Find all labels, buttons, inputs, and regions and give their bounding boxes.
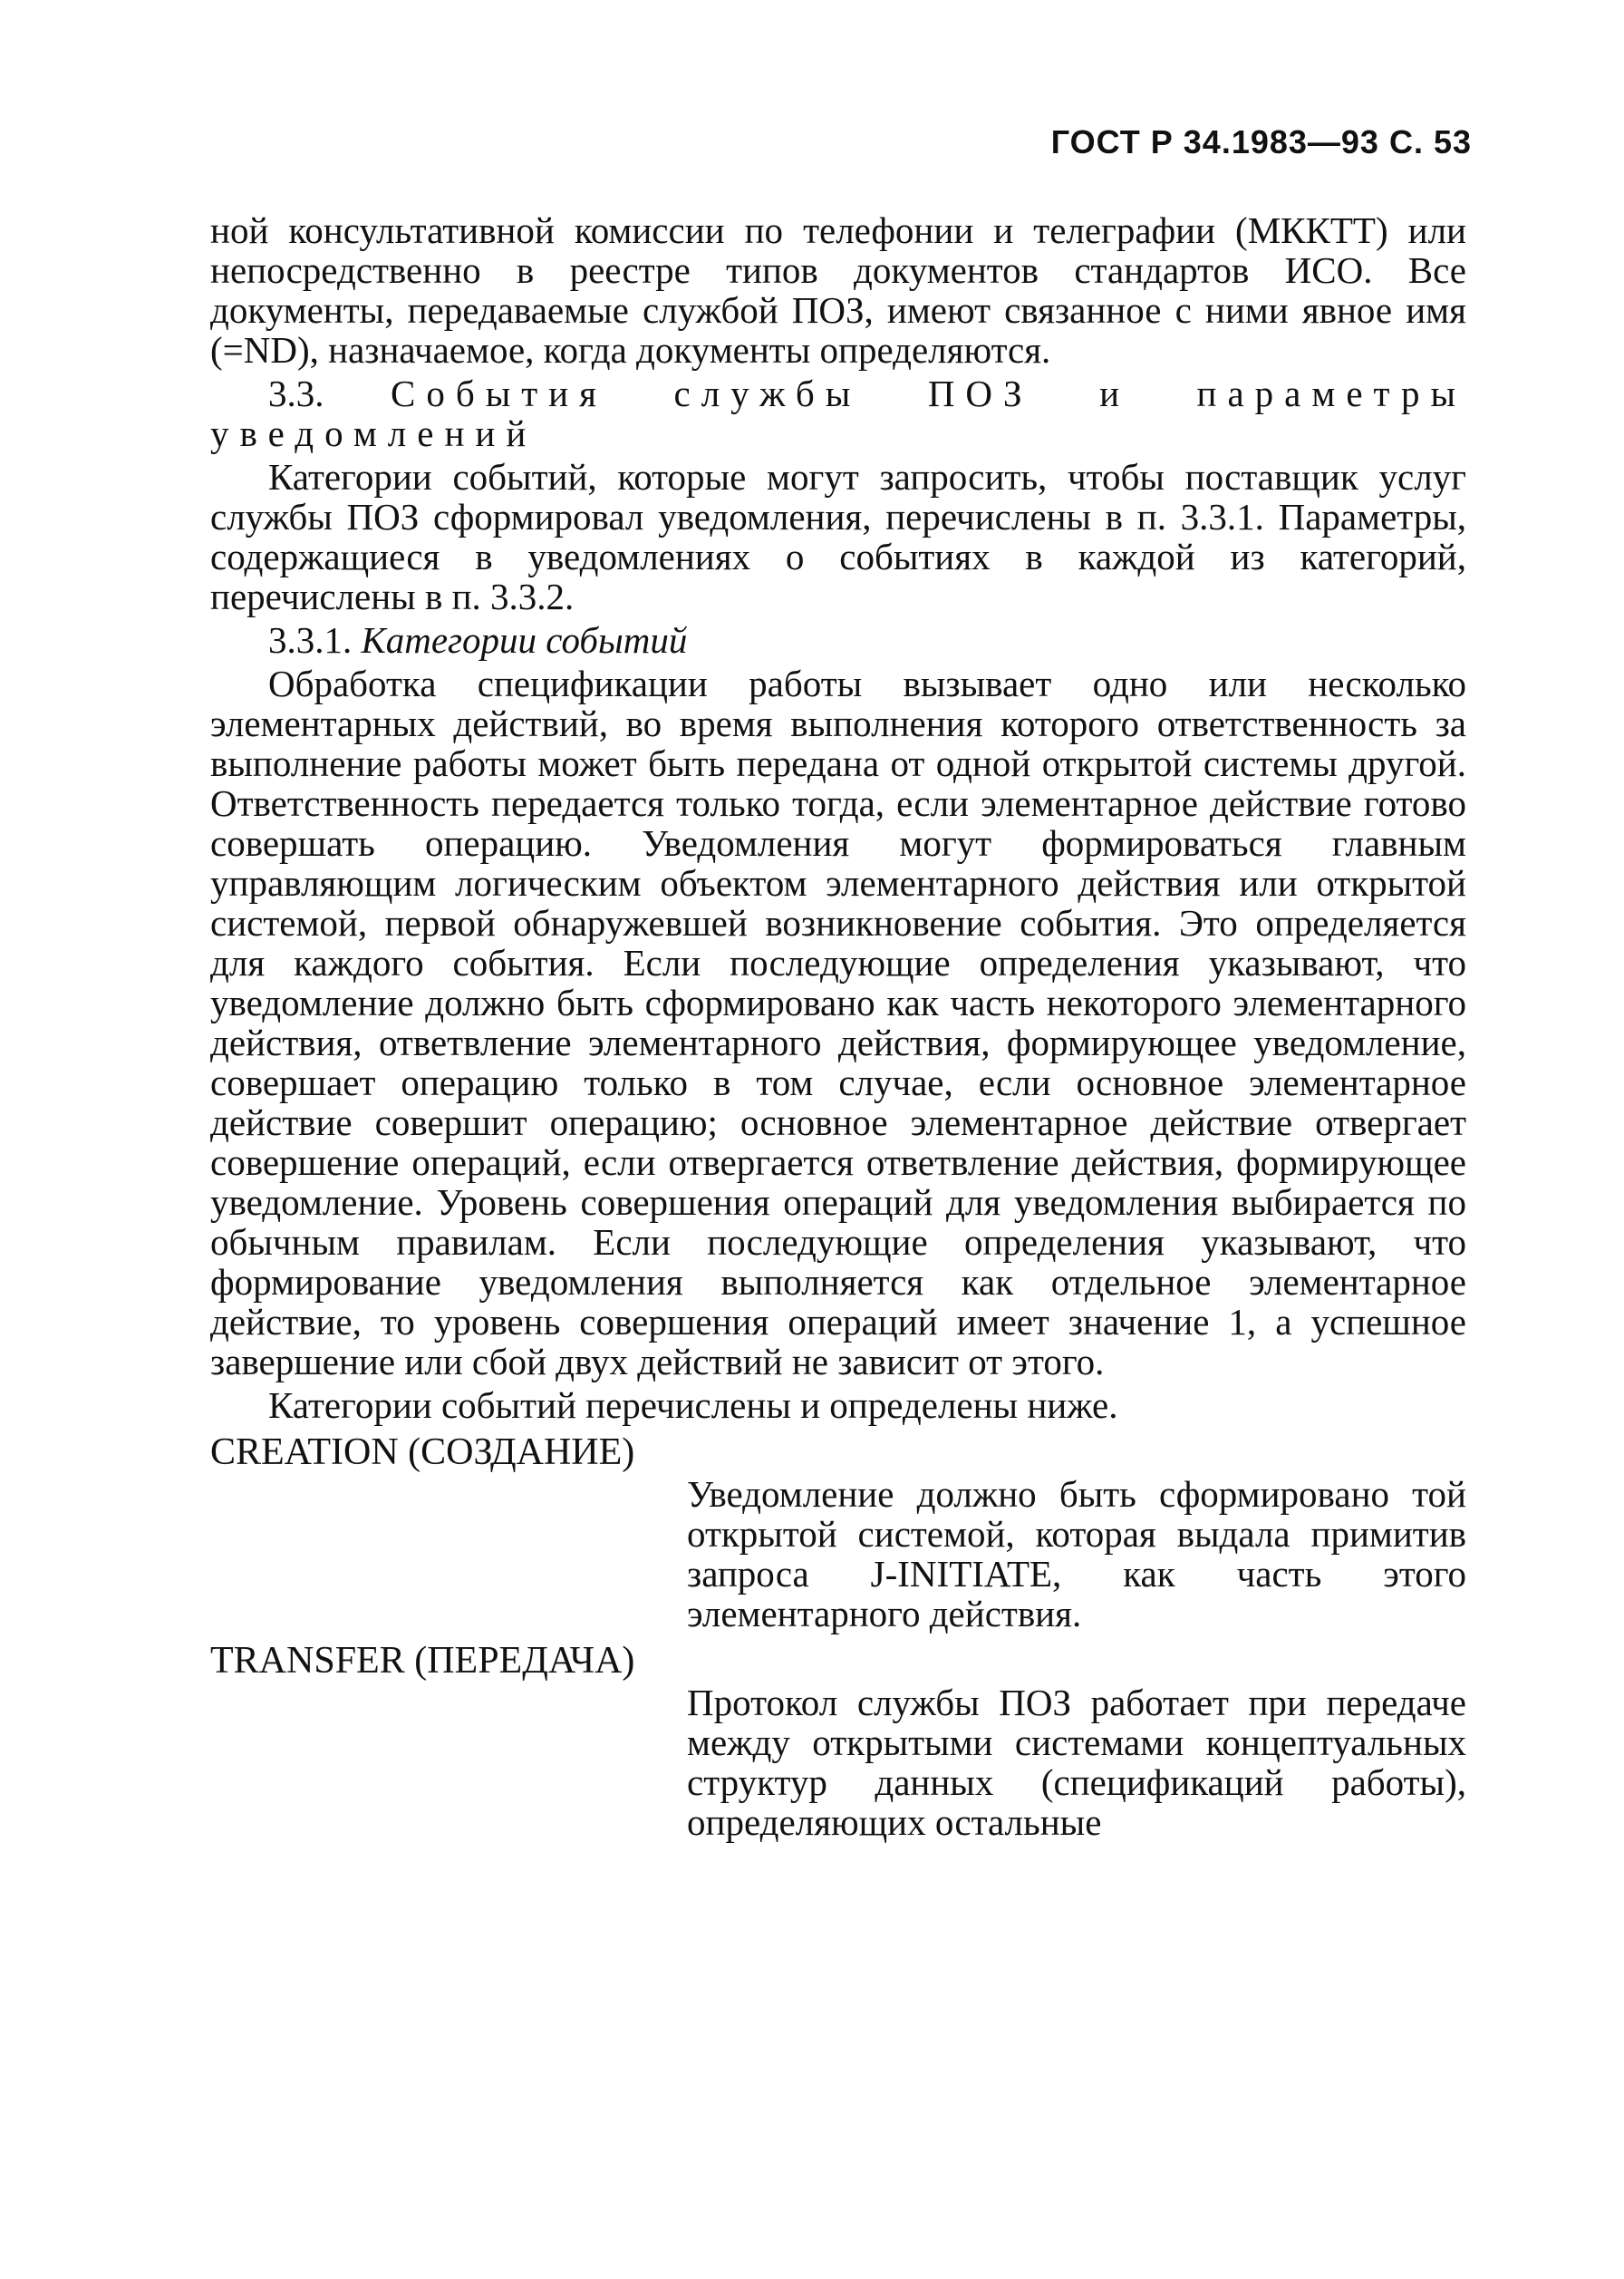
subsection-heading xyxy=(210,620,1466,660)
page-header: ГОСТ Р 34.1983—93 С. 53 xyxy=(1050,123,1472,160)
section-title: События службы ПОЗ и параметры уведомлений xyxy=(210,373,1466,454)
section-heading xyxy=(210,373,1466,453)
paragraph-intro: ной консультативной комиссии по телефонии и телеграфии (МККТТ) или непосредственно в реестре типов документов стандартов ИСО. Все документы, передаваемые службой ПОЗ, имеют связанное с ними явное имя (=ND), назначаемое, когда документы определяются. xyxy=(210,209,1466,371)
paragraph-categories-overview: Категории событий, которые могут запросить, чтобы поставщик услуг службы ПОЗ сформировал уведомления, перечислены в п. 3.3.1. Параметры, содержащиеся в уведомлениях о событиях в каждой из категорий, перечислены в п. 3.3.2. xyxy=(210,456,1466,617)
paragraph-list-intro: Категории событий перечислены и определены ниже. xyxy=(268,1384,1118,1426)
paragraph-processing: Обработка спецификации работы вызывает одно или несколько элементарных действий, во время выполнения которого ответственность за выполнение работы может быть передана от одной открытой системы другой. Ответственность передается только тогда, если элементарное действие готово совершать операцию. Уведомления могут формироваться главным управляющим логическим объектом элементарного действия или открытой системой, первой обнаружевшей возникновение события. Это определяется для каждого события. Если последующие определения указывают, что уведомление должно быть сформировано как часть некоторого элементарного действия, ответвление элементарного действия, формирующее уведомление, совершает операцию только в том случае, если основное элементарное действие совершит операцию; основное элементарное действие отвергает совершение операций, если отвергается ответвление действия, формирующее уведомление. Уровень совершения операций для уведомления выбирается по обычным правилам. Если последующие определения указывают, что формирование уведомления выполняется как отдельное элементарное действие, то уровень совершения операций имеет значение 1, а успешное завершение или сбой двух действий не зависит от этого. xyxy=(210,663,1466,1382)
document-body xyxy=(210,210,1466,1846)
subsection-number: 3.3.1. xyxy=(268,619,353,661)
definition-transfer: Протокол службы ПОЗ работает при передаче между открытыми системами концептуальных структур данных (спецификаций работы), определяющих остальные xyxy=(687,1682,1466,1843)
definition-creation: Уведомление должно быть сформировано той открытой системой, которая выдала примитив запроса J-INITIATE, как часть этого элементарного действия. xyxy=(687,1473,1466,1634)
term-transfer: TRANSFER (ПЕРЕДАЧА) xyxy=(210,1640,635,1682)
section-number: 3.3. xyxy=(268,373,324,414)
term-creation: CREATION (СОЗДАНИЕ) xyxy=(210,1431,635,1473)
subsection-title: Категории событий xyxy=(361,619,688,661)
